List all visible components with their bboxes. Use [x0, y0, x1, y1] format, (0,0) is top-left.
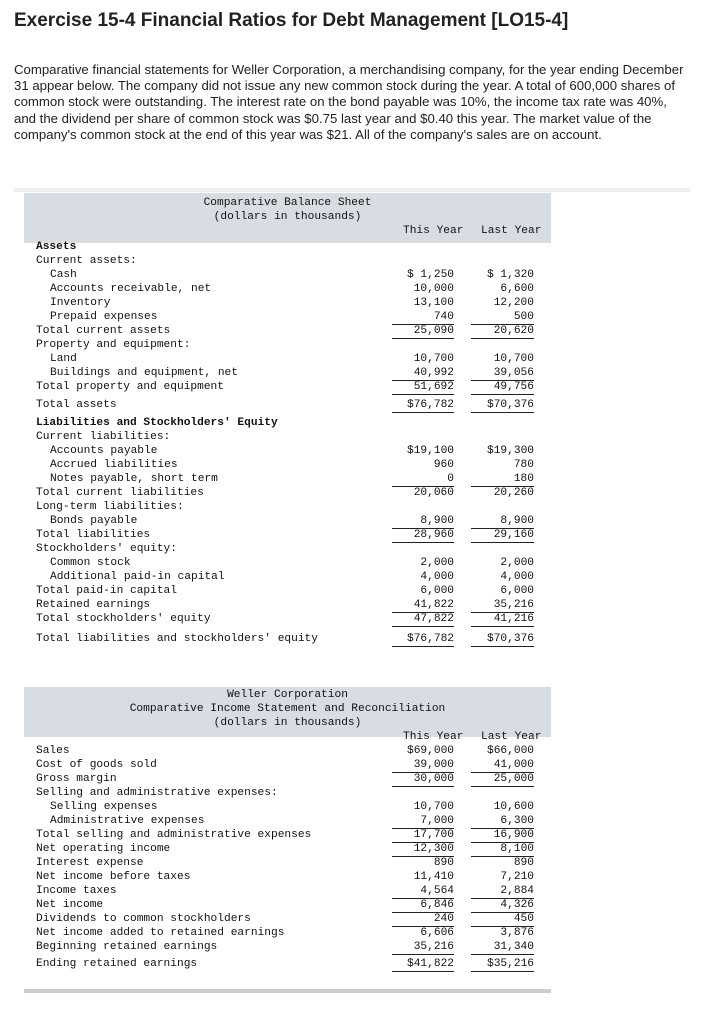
balance-sheet-row-label: Retained earnings: [36, 599, 151, 611]
income-statement-last-year-value: 10,600: [493, 801, 534, 813]
income-statement-this-year-value: 10,700: [413, 801, 454, 813]
income-statement-this-year-value: 7,000: [392, 814, 454, 829]
balance-sheet-row: [24, 398, 551, 412]
income-statement-row-label: Interest expense: [36, 857, 144, 869]
balance-sheet-this-year-value: 20,060: [413, 487, 454, 499]
balance-sheet-last-year-value: $19,300: [487, 445, 534, 457]
income-statement-row: [24, 758, 551, 772]
income-statement-row-label: Beginning retained earnings: [36, 941, 218, 953]
balance-sheet-this-year-value: $76,782: [392, 632, 454, 647]
income-statement-this-year-value: 12,300: [392, 842, 454, 857]
income-statement-last-year-value: 450: [471, 912, 534, 927]
balance-sheet-this-year-value: 13,100: [413, 297, 454, 309]
balance-sheet-last-year-value: 780: [513, 459, 534, 471]
balance-sheet-row-label: Long-term liabilities:: [36, 501, 184, 513]
income-statement-row: [24, 912, 551, 926]
balance-sheet-this-year-value: 10,700: [413, 353, 454, 365]
income-statement-row: [24, 957, 551, 971]
balance-sheet-last-year-value: 8,900: [471, 514, 534, 529]
balance-sheet-last-year-value: 39,056: [471, 366, 534, 381]
income-statement-row-label: Sales: [36, 745, 70, 757]
balance-sheet-row: [24, 584, 551, 598]
balance-sheet-row-label: Accounts receivable, net: [50, 283, 212, 295]
income-statement-row-label: Total selling and administrative expenses: [36, 829, 312, 841]
income-statement-row: [24, 744, 551, 758]
balance-sheet-last-year-value: 29,160: [471, 528, 534, 543]
income-statement-last-year-value: 4,326: [471, 898, 534, 913]
exercise-intro: Comparative financial statements for Weller Corporation, a merchandising company, for the year ending December 31 appear below. The company did not issue any new common stock during the year. A total of 600,000 shares of common stock were outstanding. The interest rate on the bond payable was 10%, the income tax rate was 40%, and the dividend per share of common stock was $0.75 last year and $0.40 this year. The market value of the company's common stock at the end of this year was $21. All of the company's sales are on account.: [14, 62, 684, 142]
income-statement-last-year-value: 41,000: [471, 758, 534, 773]
balance-sheet-row: [24, 472, 551, 486]
balance-sheet-row: [24, 500, 551, 514]
balance-sheet-row: [24, 444, 551, 458]
balance-sheet-this-year-value: $ 1,250: [407, 269, 454, 281]
balance-sheet-row: [24, 514, 551, 528]
balance-sheet-col-last-year: Last Year: [481, 225, 542, 237]
income-statement-col-this-year: This Year: [403, 731, 464, 743]
income-statement-row-label: Ending retained earnings: [36, 958, 198, 970]
income-statement-row-label: Net income before taxes: [36, 871, 191, 883]
balance-sheet-row-label: Total property and equipment: [36, 381, 224, 393]
balance-sheet-this-year-value: 47,822: [392, 612, 454, 627]
income-statement-this-year-value: 39,000: [392, 758, 454, 773]
balance-sheet-row: [24, 528, 551, 542]
balance-sheet-last-year-value: 6,600: [500, 283, 534, 295]
balance-sheet-last-year-value: 49,756: [471, 380, 534, 395]
income-statement-row-label: Administrative expenses: [50, 815, 205, 827]
balance-sheet-last-year-value: $70,376: [471, 398, 534, 413]
income-statement-this-year-value: $69,000: [407, 745, 454, 757]
income-statement-row: [24, 842, 551, 856]
balance-sheet-this-year-value: 2,000: [420, 557, 454, 569]
income-statement-this-year-value: 4,564: [392, 884, 454, 899]
income-statement-row-label: Net operating income: [36, 843, 171, 855]
income-statement-last-year-value: 25,000: [471, 772, 534, 787]
balance-sheet-row: [24, 632, 551, 646]
balance-sheet-row-label: Buildings and equipment, net: [50, 367, 238, 379]
balance-sheet-this-year-value: 4,000: [420, 571, 454, 583]
balance-sheet-last-year-value: 12,200: [493, 297, 534, 309]
income-statement-row: [24, 926, 551, 940]
income-statement-last-year-value: $35,216: [471, 957, 534, 972]
balance-sheet-this-year-value: 6,000: [420, 585, 454, 597]
income-statement-this-year-value: $41,822: [392, 957, 454, 972]
balance-sheet-row: [24, 556, 551, 570]
spacer: [24, 656, 551, 658]
table-top-divider: [14, 188, 690, 192]
balance-sheet-this-year-value: $19,100: [407, 445, 454, 457]
balance-sheet-last-year-value: 6,000: [500, 585, 534, 597]
balance-sheet-row: [24, 542, 551, 556]
income-statement-last-year-value: 16,900: [471, 828, 534, 843]
income-statement-this-year-value: 35,216: [392, 940, 454, 955]
income-statement-this-year-value: 240: [392, 912, 454, 927]
income-statement-row: [24, 814, 551, 828]
income-statement-row-label: Selling expenses: [50, 801, 158, 813]
balance-sheet-last-year-value: $ 1,320: [487, 269, 534, 281]
income-statement-row-label: Net income: [36, 899, 104, 911]
table-bottom-divider: [24, 989, 551, 993]
balance-sheet-last-year-value: 35,216: [471, 598, 534, 613]
balance-sheet-row: [24, 486, 551, 500]
balance-sheet-row-label: Notes payable, short term: [50, 473, 218, 485]
balance-sheet-row: [24, 352, 551, 366]
balance-sheet-row-label: Property and equipment:: [36, 339, 191, 351]
balance-sheet-last-year-value: 180: [471, 472, 534, 487]
income-statement-last-year-value: 890: [513, 857, 534, 869]
balance-sheet-row: [24, 310, 551, 324]
balance-sheet-row-label: Prepaid expenses: [50, 311, 158, 323]
income-statement-last-year-value: 6,300: [471, 814, 534, 829]
balance-sheet-row-label: Assets: [36, 241, 77, 253]
balance-sheet-row: [24, 598, 551, 612]
income-statement-row: [24, 856, 551, 870]
balance-sheet-this-year-value: 41,822: [392, 598, 454, 613]
balance-sheet-row: [24, 570, 551, 584]
balance-sheet-this-year-value: 25,090: [392, 324, 454, 339]
income-statement-last-year-value: $66,000: [487, 745, 534, 757]
balance-sheet-row: [24, 380, 551, 394]
balance-sheet-row-label: Total stockholders' equity: [36, 613, 211, 625]
balance-sheet-last-year-value: 4,000: [500, 571, 534, 583]
income-statement-row: [24, 828, 551, 842]
income-statement-last-year-value: 31,340: [471, 940, 534, 955]
income-statement-row-label: Selling and administrative expenses:: [36, 787, 278, 799]
income-statement-caption: Comparative Income Statement and Reconciliation: [129, 703, 446, 715]
balance-sheet-this-year-value: 51,692: [392, 380, 454, 395]
balance-sheet-row-label: Total paid-in capital: [36, 585, 177, 597]
balance-sheet-row-label: Land: [50, 353, 77, 365]
income-statement-row: [24, 772, 551, 786]
balance-sheet-this-year-value: 0: [392, 472, 454, 487]
income-statement-row: [24, 870, 551, 884]
income-statement-this-year-value: 890: [433, 857, 454, 869]
income-statement-this-year-value: 17,700: [392, 828, 454, 843]
balance-sheet-row-label: Bonds payable: [50, 515, 138, 527]
balance-sheet-row: [24, 240, 551, 254]
balance-sheet-row: [24, 324, 551, 338]
income-statement-company: Weller Corporation: [227, 689, 348, 701]
income-statement-this-year-value: 6,846: [392, 898, 454, 913]
balance-sheet-row-label: Additional paid-in capital: [50, 571, 225, 583]
income-statement-this-year-value: 11,410: [413, 871, 454, 883]
balance-sheet-this-year-value: $76,782: [392, 398, 454, 413]
income-statement-units: (dollars in thousands): [213, 717, 362, 729]
balance-sheet-row-label: Total current liabilities: [36, 487, 204, 499]
income-statement-this-year-value: 6,606: [420, 927, 454, 939]
balance-sheet-last-year-value: 2,000: [500, 557, 534, 569]
income-statement-last-year-value: 7,210: [500, 871, 534, 883]
income-statement-row-label: Income taxes: [36, 885, 117, 897]
income-statement-table: [24, 687, 551, 987]
balance-sheet-row-label: Liabilities and Stockholders' Equity: [36, 417, 278, 429]
balance-sheet-row-label: Accrued liabilities: [50, 459, 178, 471]
balance-sheet-last-year-value: 41,216: [471, 612, 534, 627]
balance-sheet-row-label: Stockholders' equity:: [36, 543, 177, 555]
balance-sheet-row-label: Accounts payable: [50, 445, 158, 457]
balance-sheet-row: [24, 366, 551, 380]
income-statement-last-year-value: 8,100: [471, 842, 534, 857]
balance-sheet-this-year-value: 28,960: [392, 528, 454, 543]
balance-sheet-row-label: Total assets: [36, 399, 117, 411]
income-statement-row-label: Gross margin: [36, 773, 117, 785]
balance-sheet-row-label: Cash: [50, 269, 77, 281]
balance-sheet-this-year-value: 10,000: [413, 283, 454, 295]
income-statement-row-label: Cost of goods sold: [36, 759, 157, 771]
balance-sheet-row: [24, 458, 551, 472]
balance-sheet-row-label: Current liabilities:: [36, 431, 171, 443]
exercise-title: Exercise 15-4 Financial Ratios for Debt Management [LO15-4]: [14, 10, 569, 31]
balance-sheet-row: [24, 254, 551, 268]
income-statement-row-label: Dividends to common stockholders: [36, 913, 251, 925]
balance-sheet-last-year-value: 10,700: [493, 353, 534, 365]
balance-sheet-this-year-value: 740: [392, 310, 454, 325]
balance-sheet-units: (dollars in thousands): [213, 211, 362, 223]
balance-sheet-row: [24, 268, 551, 282]
balance-sheet-row: [24, 338, 551, 352]
balance-sheet-last-year-value: 20,260: [493, 487, 534, 499]
balance-sheet-this-year-value: 960: [433, 459, 454, 471]
balance-sheet-row: [24, 430, 551, 444]
income-statement-row: [24, 786, 551, 800]
balance-sheet-row-label: Inventory: [50, 297, 111, 309]
income-statement-row: [24, 800, 551, 814]
balance-sheet-table: [24, 193, 551, 653]
balance-sheet-row: [24, 296, 551, 310]
balance-sheet-caption: Comparative Balance Sheet: [203, 197, 372, 209]
balance-sheet-this-year-value: 40,992: [392, 366, 454, 381]
balance-sheet-row: [24, 416, 551, 430]
balance-sheet-row-label: Total current assets: [36, 325, 171, 337]
balance-sheet-row: [24, 282, 551, 296]
income-statement-row: [24, 884, 551, 898]
balance-sheet-col-this-year: This Year: [403, 225, 464, 237]
balance-sheet-row: [24, 612, 551, 626]
income-statement-row: [24, 940, 551, 954]
income-statement-row-label: Net income added to retained earnings: [36, 927, 285, 939]
balance-sheet-row-label: Current assets:: [36, 255, 137, 267]
income-statement-col-last-year: Last Year: [481, 731, 542, 743]
income-statement-last-year-value: 2,884: [471, 884, 534, 899]
balance-sheet-row-label: Common stock: [50, 557, 131, 569]
balance-sheet-this-year-value: 8,900: [392, 514, 454, 529]
balance-sheet-row-label: Total liabilities: [36, 529, 151, 541]
income-statement-last-year-value: 3,876: [500, 927, 534, 939]
balance-sheet-last-year-value: 500: [471, 310, 534, 325]
balance-sheet-row-label: Total liabilities and stockholders' equity: [36, 633, 318, 645]
balance-sheet-last-year-value: $70,376: [471, 632, 534, 647]
balance-sheet-last-year-value: 20,620: [471, 324, 534, 339]
income-statement-this-year-value: 30,000: [392, 772, 454, 787]
income-statement-row: [24, 898, 551, 912]
